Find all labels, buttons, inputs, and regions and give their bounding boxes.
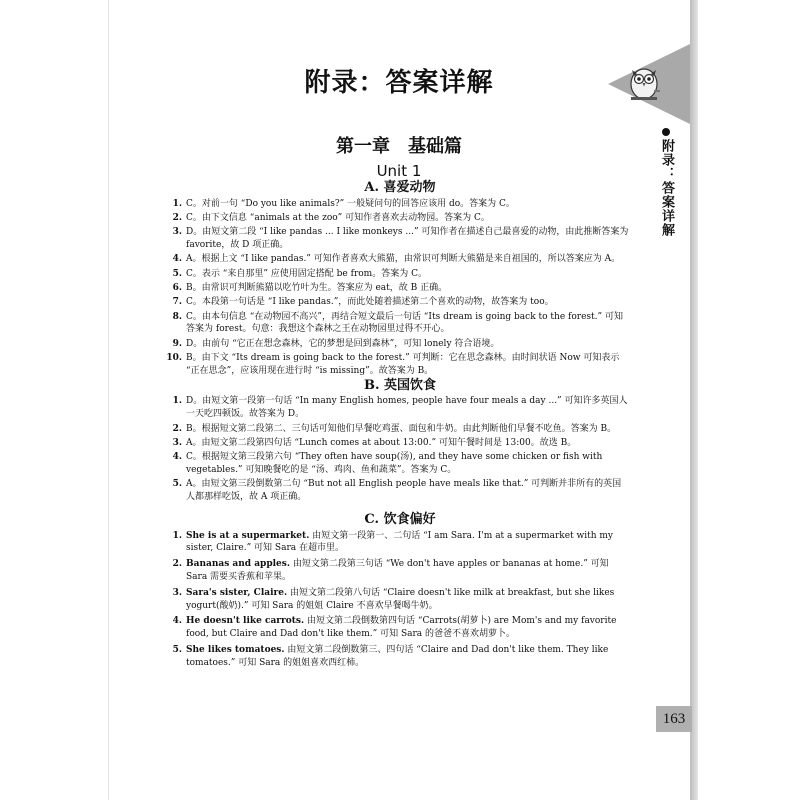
item-number: 7. [172, 297, 182, 308]
item-answer-lead: He doesn't like carrots. [186, 616, 305, 627]
answer-item [166, 352, 630, 378]
answer-item [170, 395, 630, 421]
item-explanation: C。根据短文第三段第六句 “They often have soup(汤), and they have some chicken or fish with vegetables.” 可知晚餐吃的是 “汤、鸡肉、鱼和蔬菜”。答案为 C。 [186, 452, 603, 475]
item-number: 2. [172, 559, 182, 570]
item-number: 3. [172, 227, 182, 238]
item-answer-lead: Sara's sister, Claire. [186, 587, 288, 598]
chapter-heading: 第一章 基础篇 [336, 136, 462, 157]
item-number: 5. [172, 268, 182, 279]
answer-item [170, 530, 630, 556]
item-text [182, 253, 630, 266]
answer-item [170, 296, 630, 309]
answer-content [166, 180, 630, 673]
page-number [656, 706, 692, 732]
section-a-list [166, 198, 630, 378]
item-number: 2. [172, 213, 182, 224]
section-b-list [170, 395, 630, 503]
answer-item [170, 226, 630, 252]
item-text [182, 558, 630, 584]
item-text [182, 478, 630, 504]
item-explanation: B。根据短文第二段第二、三句话可知他们早餐吃鸡蛋、面包和牛奶。由此判断他们早餐不吃鱼。答案为 B。 [186, 423, 617, 434]
answer-item [170, 268, 630, 281]
item-explanation: 由短文第二段第八句话 “Claire doesn't like milk at breakfast, but she likes yogurt(酸奶).” 可知 Sara 的姐姐 Claire 不喜欢早餐喝牛奶。 [186, 587, 615, 611]
item-text [182, 338, 630, 351]
item-number: 1. [172, 198, 182, 209]
item-explanation: A。由短文第二段第四句话 “Lunch comes at about 13:00.” 可知午餐时间是 13:00。故选 B。 [186, 437, 577, 448]
item-explanation: A。根据上文 “I like pandas.” 可知作者喜欢大熊猫，由常识可判断大熊猫是来自祖国的，所以答案应为 A。 [186, 254, 621, 265]
unit-heading: Unit 1 [376, 162, 422, 180]
item-number: 4. [172, 616, 182, 627]
item-number: 5. [172, 645, 182, 655]
item-explanation: D。由短文第二段 “I like pandas ... I like monkeys ...” 可知作者在描述自己最喜爱的动物，由此推断答案为 favorite，故 D 项正确。 [186, 227, 629, 251]
answer-item [170, 338, 630, 351]
item-explanation: B。由下文 “Its dream is going back to the forest.” 可判断：它在思念森林。由时间状语 Now 可知表示 “正在思念”，应该用现在进行时 “is missing”。故答案为 B。 [186, 353, 620, 376]
page-title: 附录：答案详解 [304, 68, 494, 98]
answer-item [170, 615, 630, 641]
item-text [182, 296, 630, 309]
item-number: 4. [172, 254, 182, 265]
item-answer-lead: She is at a supermarket. [186, 530, 310, 541]
item-text [182, 615, 630, 641]
item-text [182, 451, 630, 477]
item-answer-lead: Bananas and apples. [186, 559, 290, 570]
item-text [182, 212, 630, 225]
item-text [182, 395, 630, 421]
item-explanation: 由短文第二段倒数第三、四句话 “Claire and Dad don't like them. They like tomatoes.” 可知 Sara 的姐姐喜欢西红柿。 [186, 645, 609, 668]
answer-item [170, 212, 630, 225]
item-text [182, 268, 630, 281]
answer-item [170, 423, 630, 436]
item-number: 2. [172, 423, 182, 434]
item-explanation: 由短文第二段倒数第四句话 “Carrots(胡萝卜) are Mom's and my favorite food, but Claire and Dad don't like them.” 可知 Sara 的爸爸不喜欢胡萝卜。 [186, 616, 617, 640]
item-explanation: D。由前句 “它正在想念森林，它的梦想是回到森林”，可知 lonely 符合语境。 [186, 338, 500, 349]
item-explanation: B。由常识可判断熊猫以吃竹叶为生。答案应为 eat，故 B 正确。 [186, 283, 448, 294]
item-number: 6. [172, 283, 182, 294]
section-c-list [170, 530, 630, 670]
answer-item [170, 644, 630, 670]
answer-item [170, 253, 630, 266]
item-text [182, 282, 630, 295]
item-number: 3. [172, 437, 182, 448]
side-title-text: 附录：答案详解 [659, 139, 674, 237]
item-answer-lead: She likes tomatoes. [186, 645, 285, 655]
item-number: 10. [166, 353, 182, 364]
answer-item [170, 282, 630, 295]
page-number-text: 163 [662, 710, 686, 727]
item-explanation: C。表示 “来自那里” 应使用固定搭配 be from。答案为 C。 [186, 268, 427, 279]
item-text [182, 226, 630, 252]
item-text [182, 587, 630, 613]
item-text [182, 644, 630, 670]
item-number: 9. [172, 338, 182, 349]
answer-item [170, 311, 630, 337]
item-text [182, 423, 630, 436]
item-number: 1. [172, 530, 182, 541]
item-number: 4. [172, 452, 182, 463]
section-a-heading: A. 喜爱动物 [364, 180, 436, 195]
page-gutter [690, 0, 698, 800]
item-explanation: D。由短文第一段第一句话 “In many English homes, people have four meals a day ...” 可知许多英国人一天吃四顿饭。故答案为 D。 [186, 396, 628, 420]
item-explanation: A。由短文第三段倒数第二句 “But not all English people have meals like that.” 可判断并非所有的英国人都那样吃饭，故 A 项正确。 [186, 479, 622, 503]
item-text [182, 530, 630, 556]
item-text [182, 437, 630, 450]
item-number: 3. [172, 587, 182, 598]
answer-item [170, 587, 630, 613]
item-number: 1. [172, 396, 182, 407]
item-explanation: 由短文第一段第一、二句话 “I am Sara. I'm at a supermarket with my sister, Claire.” 可知 Sara 在超市里。 [186, 530, 613, 554]
section-c-heading: C. 饮食偏好 [364, 511, 436, 527]
item-explanation: C。由本句信息 “在动物园不高兴”，再结合短文最后一句话 “Its dream is going back to the forest.” 可知答案为 forest。句意：我想这个森林之王在动物园里过得不开心。 [186, 311, 623, 335]
item-number: 8. [172, 311, 182, 322]
answer-item [170, 451, 630, 477]
answer-item [170, 198, 630, 211]
item-number: 5. [172, 479, 182, 490]
item-explanation: C。由下文信息 “animals at the zoo” 可知作者喜欢去动物园。答案为 C。 [186, 213, 490, 224]
section-b-heading: B. 英国饮食 [363, 377, 437, 393]
item-text [182, 352, 630, 378]
item-explanation: C。本段第一句话是 “I like pandas.”，而此处随着描述第二个喜欢的动物，故答案为 too。 [186, 297, 554, 308]
item-explanation: C。对前一句 “Do you like animals?” 一般疑问句的回答应该用 do。答案为 C。 [186, 198, 515, 209]
item-text [182, 311, 630, 337]
answer-item [170, 478, 630, 504]
item-text [182, 198, 630, 211]
item-explanation: 由短文第二段第三句话 “We don't have apples or bananas at home.” 可知 Sara 需要买香蕉和苹果。 [186, 559, 609, 583]
answer-item [170, 437, 630, 450]
answer-item [170, 558, 630, 584]
